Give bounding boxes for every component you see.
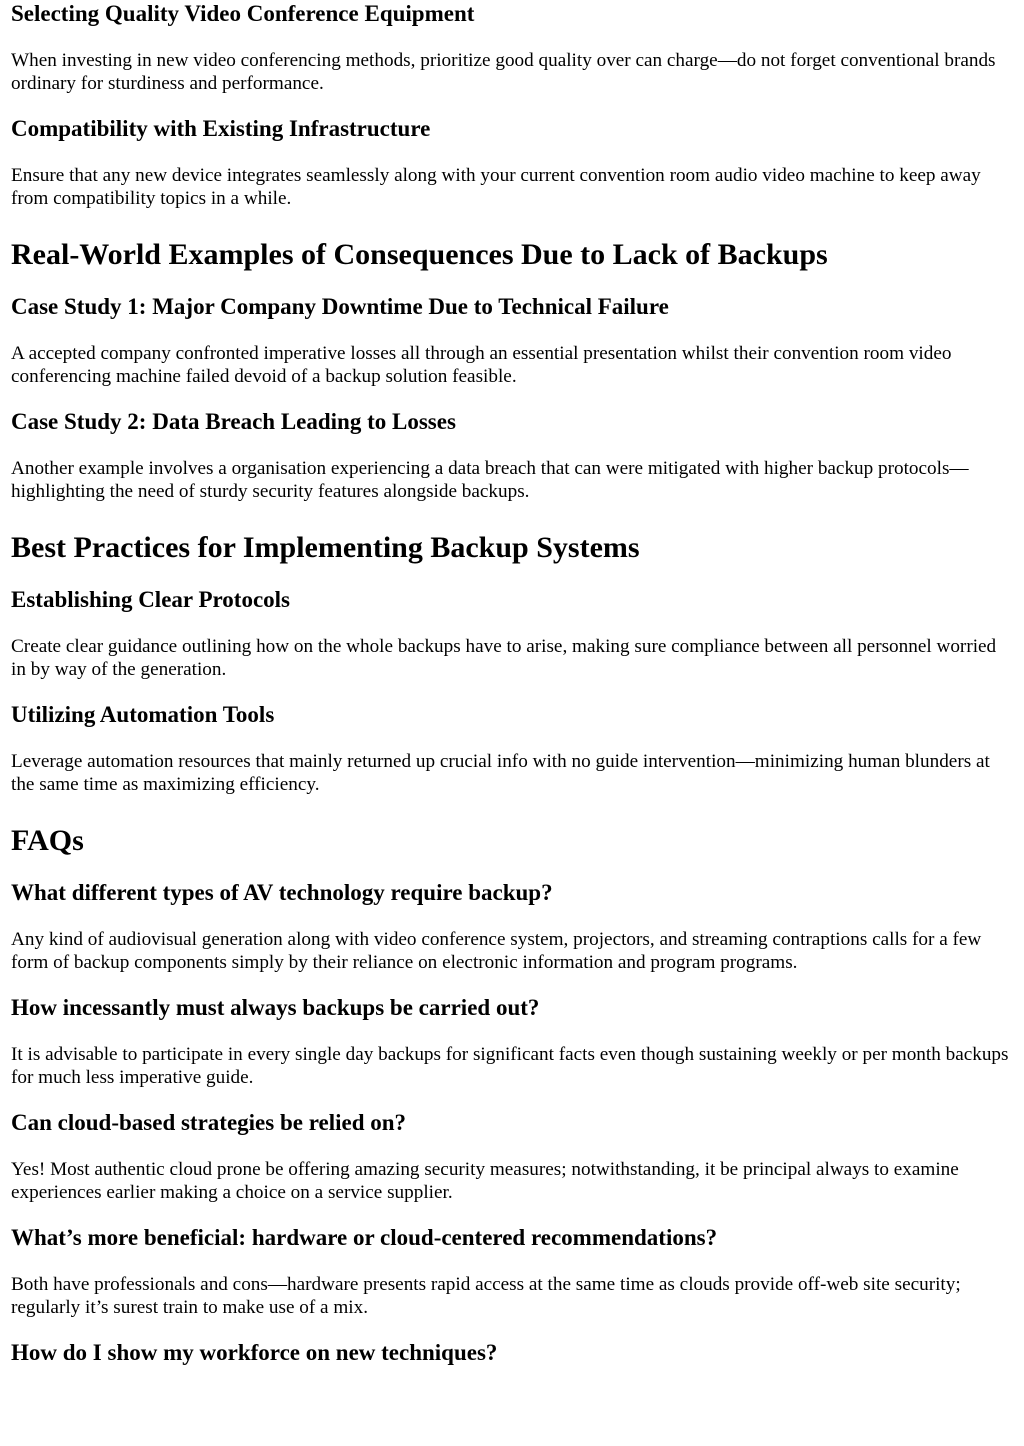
faq-answer-1: Any kind of audiovisual generation along with video conference system, projectors, and streaming contraptions calls for a few form of backup components simply by their reliance on electronic information and program programs. <box>11 929 982 973</box>
case-study-2-heading: Case Study 2: Data Breach Leading to Losses <box>11 409 456 434</box>
faq-question-4: What’s more beneficial: hardware or cloud-centered recommendations? <box>11 1225 718 1250</box>
section-heading-equipment: Selecting Quality Video Conference Equipment <box>11 1 475 26</box>
faq-answer-4: Both have professionals and cons—hardware presents rapid access at the same time as clouds provide off-web site security; regularly it’s surest train to make use of a mix. <box>11 1274 961 1318</box>
faq-answer-3: Yes! Most authentic cloud prone be offering amazing security measures; notwithstanding, it be principal always to examine experiences earlier making a choice on a service supplier. <box>11 1159 959 1203</box>
case-study-2-text: Another example involves a organisation experiencing a data breach that can were mitigated with higher backup protocols—highlighting the need of sturdy security features alongside backups. <box>11 458 969 502</box>
protocols-heading: Establishing Clear Protocols <box>11 587 290 612</box>
faq-question-2: How incessantly must always backups be carried out? <box>11 995 540 1020</box>
faq-question-3: Can cloud-based strategies be relied on? <box>11 1110 407 1135</box>
faq-question-5: How do I show my workforce on new techniques? <box>11 1340 498 1365</box>
faq-question-1: What different types of AV technology require backup? <box>11 880 553 905</box>
paragraph-equipment: When investing in new video conferencing methods, prioritize good quality over can charge—do not forget conventional brands ordinary for sturdiness and performance. <box>11 50 996 94</box>
protocols-text: Create clear guidance outlining how on the whole backups have to arise, making sure compliance between all personnel worried in by way of the generation. <box>11 636 997 680</box>
case-study-1-heading: Case Study 1: Major Company Downtime Due to Technical Failure <box>11 294 669 319</box>
automation-heading: Utilizing Automation Tools <box>11 702 275 727</box>
automation-text: Leverage automation resources that mainly returned up crucial info with no guide intervention—minimizing human blunders at the same time as maximizing efficiency. <box>11 751 990 795</box>
faq-answer-2: It is advisable to participate in every single day backups for significant facts even though sustaining weekly or per month backups for much less imperative guide. <box>11 1044 1009 1088</box>
case-study-1-text: A accepted company confronted imperative losses all through an essential presentation whilst their convention room video conferencing machine failed devoid of a backup solution feasible. <box>11 343 952 387</box>
section-heading-faqs: FAQs <box>11 824 84 857</box>
section-heading-real-world: Real-World Examples of Consequences Due to Lack of Backups <box>11 238 828 271</box>
section-heading-best-practices: Best Practices for Implementing Backup Systems <box>11 531 640 564</box>
paragraph-compatibility: Ensure that any new device integrates seamlessly along with your current convention room audio video machine to keep away from compatibility topics in a while. <box>11 165 981 209</box>
section-heading-compatibility: Compatibility with Existing Infrastructure <box>11 116 431 141</box>
